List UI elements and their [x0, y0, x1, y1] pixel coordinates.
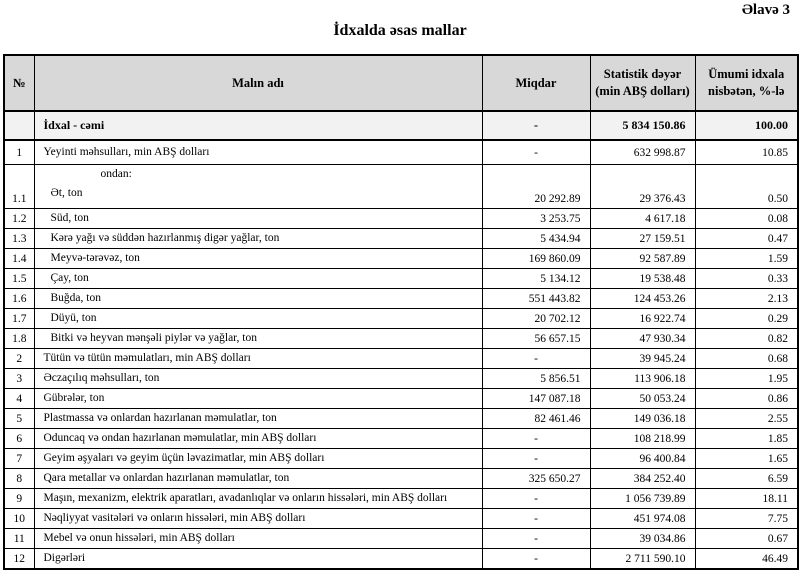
cell-value: 124 453.26 [590, 289, 695, 309]
table-row [4, 469, 798, 489]
table-row [4, 549, 798, 570]
cell-no: 9 [4, 489, 34, 509]
table-row [4, 165, 798, 209]
cell-share: 0.82 [695, 329, 798, 349]
cell-value: 113 906.18 [590, 369, 695, 389]
page-title: İdxalda əsas mallar [333, 22, 467, 39]
cell-share: 0.33 [695, 269, 798, 289]
cell-name [34, 489, 482, 509]
cell-quantity: 5 434.94 [482, 229, 590, 249]
table-header-row [4, 55, 798, 111]
cell-value: 451 974.08 [590, 509, 695, 529]
cell-value: 19 538.48 [590, 269, 695, 289]
table-row [4, 309, 798, 329]
cell-no: 1.3 [4, 229, 34, 249]
cell-share: 0.86 [695, 389, 798, 409]
cell-share: 18.11 [695, 489, 798, 509]
cell-name [34, 289, 482, 309]
table-row [4, 409, 798, 429]
cell-no: 1.1 [4, 165, 34, 209]
item-name: Nəqliyyat vasitələri və onların hissələri, min ABŞ dolları [43, 512, 306, 524]
item-name: Geyim əşyaları və geyim üçün ləvazimatlar, min ABŞ dolları [43, 452, 325, 464]
cell-value: 92 587.89 [590, 249, 695, 269]
cell-name [34, 429, 482, 449]
cell-name [34, 469, 482, 489]
cell-value: 50 053.24 [590, 389, 695, 409]
cell-name [34, 269, 482, 289]
cell-name [34, 409, 482, 429]
group-label: ondan: [100, 168, 132, 180]
cell-quantity: 3 253.75 [482, 209, 590, 229]
item-name: Oduncaq və ondan hazırlanan məmulatlar, min ABŞ dolları [43, 432, 317, 444]
table-row [4, 329, 798, 349]
cell-name [34, 449, 482, 469]
cell-no: 7 [4, 449, 34, 469]
item-name: Yeyinti məhsulları, min ABŞ dolları [43, 146, 210, 158]
cell-no: 11 [4, 529, 34, 549]
cell-name [34, 229, 482, 249]
cell-share: 6.59 [695, 469, 798, 489]
col-header-value: Statistik dəyər (min ABŞ dolları) [590, 55, 695, 111]
item-name: Digərləri [43, 552, 86, 564]
cell-share: 1.95 [695, 369, 798, 389]
cell-value: 384 252.40 [590, 469, 695, 489]
table-row [4, 229, 798, 249]
cell-quantity: - [482, 349, 590, 369]
cell-quantity: 56 657.15 [482, 329, 590, 349]
cell-share: 1.65 [695, 449, 798, 469]
cell-name [34, 529, 482, 549]
item-name: Çay, ton [50, 272, 89, 284]
cell-no: 12 [4, 549, 34, 570]
cell-value: 96 400.84 [590, 449, 695, 469]
cell-name [34, 165, 482, 209]
item-name: Kərə yağı və süddən hazırlanmış digər yağlar, ton [50, 232, 280, 244]
cell-no: 5 [4, 409, 34, 429]
cell-share: 0.47 [695, 229, 798, 249]
cell-quantity: - [482, 449, 590, 469]
cell-value: 1 056 739.89 [590, 489, 695, 509]
cell-quantity: 20 292.89 [482, 165, 590, 209]
cell-no: 3 [4, 369, 34, 389]
cell-quantity: 5 134.12 [482, 269, 590, 289]
cell-no: 8 [4, 469, 34, 489]
cell-share: 0.68 [695, 349, 798, 369]
cell-value: 29 376.43 [590, 165, 695, 209]
cell-share: 0.67 [695, 529, 798, 549]
cell-share: 7.75 [695, 509, 798, 529]
cell-name [34, 140, 482, 165]
item-name: Buğda, ton [50, 292, 101, 304]
item-name: Ət, ton [50, 187, 83, 199]
total-row-value: 5 834 150.86 [590, 111, 695, 140]
cell-quantity: - [482, 509, 590, 529]
cell-value: 39 034.86 [590, 529, 695, 549]
cell-value: 47 930.34 [590, 329, 695, 349]
table-row [4, 369, 798, 389]
cell-share: 0.29 [695, 309, 798, 329]
cell-quantity: - [482, 140, 590, 165]
item-name: Qara metallar və onlardan hazırlanan məmulatlar, ton [43, 472, 290, 484]
table-row [4, 349, 798, 369]
col-header-name: Malın adı [34, 55, 482, 111]
cell-name [34, 309, 482, 329]
cell-name [34, 509, 482, 529]
cell-value: 4 617.18 [590, 209, 695, 229]
cell-share: 10.85 [695, 140, 798, 165]
cell-no: 1.4 [4, 249, 34, 269]
table-row [4, 269, 798, 289]
cell-name [34, 249, 482, 269]
col-header-quantity: Miqdar [482, 55, 590, 111]
cell-share: 0.08 [695, 209, 798, 229]
cell-value: 108 218.99 [590, 429, 695, 449]
imports-table [3, 54, 799, 570]
cell-no: 6 [4, 429, 34, 449]
cell-no: 1.6 [4, 289, 34, 309]
table-row [4, 289, 798, 309]
cell-quantity: - [482, 529, 590, 549]
cell-share: 0.50 [695, 165, 798, 209]
annex-label: Əlavə 3 [741, 2, 790, 18]
cell-quantity: 147 087.18 [482, 389, 590, 409]
item-name: Tütün və tütün məmulatları, min ABŞ dolları [43, 352, 251, 364]
cell-no: 10 [4, 509, 34, 529]
item-name: Maşın, mexanizm, elektrik aparatları, avadanlıqlar və onların hissələri, min ABŞ dolları [43, 492, 448, 504]
total-row-share: 100.00 [695, 111, 798, 140]
cell-name [34, 209, 482, 229]
table-row [4, 209, 798, 229]
total-row-no [4, 111, 34, 140]
cell-quantity: 5 856.51 [482, 369, 590, 389]
cell-value: 632 998.87 [590, 140, 695, 165]
table-row [4, 140, 798, 165]
cell-quantity: 169 860.09 [482, 249, 590, 269]
item-name: Əczaçılıq məhsulları, ton [43, 372, 160, 384]
cell-quantity: 551 443.82 [482, 289, 590, 309]
cell-quantity: - [482, 429, 590, 449]
item-name: Bitki və heyvan mənşəli piylər və yağlar, ton [50, 332, 257, 344]
item-name: Mebel və onun hissələri, min ABŞ dolları [43, 532, 235, 544]
cell-no: 1 [4, 140, 34, 165]
table-row [4, 509, 798, 529]
cell-share: 2.55 [695, 409, 798, 429]
cell-quantity: 82 461.46 [482, 409, 590, 429]
col-header-share: Ümumi idxala nisbətən, %-lə [695, 55, 798, 111]
item-name: Düyü, ton [50, 312, 97, 324]
item-name: Plastmassa və onlardan hazırlanan məmulatlar, ton [43, 412, 277, 424]
table-row [4, 529, 798, 549]
cell-name [34, 549, 482, 570]
cell-name [34, 369, 482, 389]
cell-share: 1.85 [695, 429, 798, 449]
cell-quantity: 20 702.12 [482, 309, 590, 329]
total-row [4, 111, 798, 140]
cell-quantity: - [482, 489, 590, 509]
cell-no: 1.7 [4, 309, 34, 329]
cell-share: 46.49 [695, 549, 798, 570]
item-name: Süd, ton [50, 212, 89, 224]
cell-share: 2.13 [695, 289, 798, 309]
cell-name [34, 329, 482, 349]
cell-value: 39 945.24 [590, 349, 695, 369]
cell-no: 4 [4, 389, 34, 409]
table-row [4, 429, 798, 449]
cell-share: 1.59 [695, 249, 798, 269]
table-row [4, 389, 798, 409]
cell-quantity: 325 650.27 [482, 469, 590, 489]
item-name: Gübrələr, ton [43, 392, 105, 404]
cell-no: 1.5 [4, 269, 34, 289]
cell-no: 1.2 [4, 209, 34, 229]
cell-value: 149 036.18 [590, 409, 695, 429]
item-name: Meyvə-tərəvəz, ton [50, 252, 140, 264]
col-header-no: № [4, 55, 34, 111]
table-row [4, 449, 798, 469]
cell-value: 2 711 590.10 [590, 549, 695, 570]
table-row [4, 249, 798, 269]
cell-no: 1.8 [4, 329, 34, 349]
cell-name [34, 389, 482, 409]
total-row-quantity: - [482, 111, 590, 140]
total-row-label: İdxal - cəmi [34, 111, 482, 140]
cell-name [34, 349, 482, 369]
table-row [4, 489, 798, 509]
cell-quantity: - [482, 549, 590, 570]
cell-value: 16 922.74 [590, 309, 695, 329]
cell-value: 27 159.51 [590, 229, 695, 249]
cell-no: 2 [4, 349, 34, 369]
